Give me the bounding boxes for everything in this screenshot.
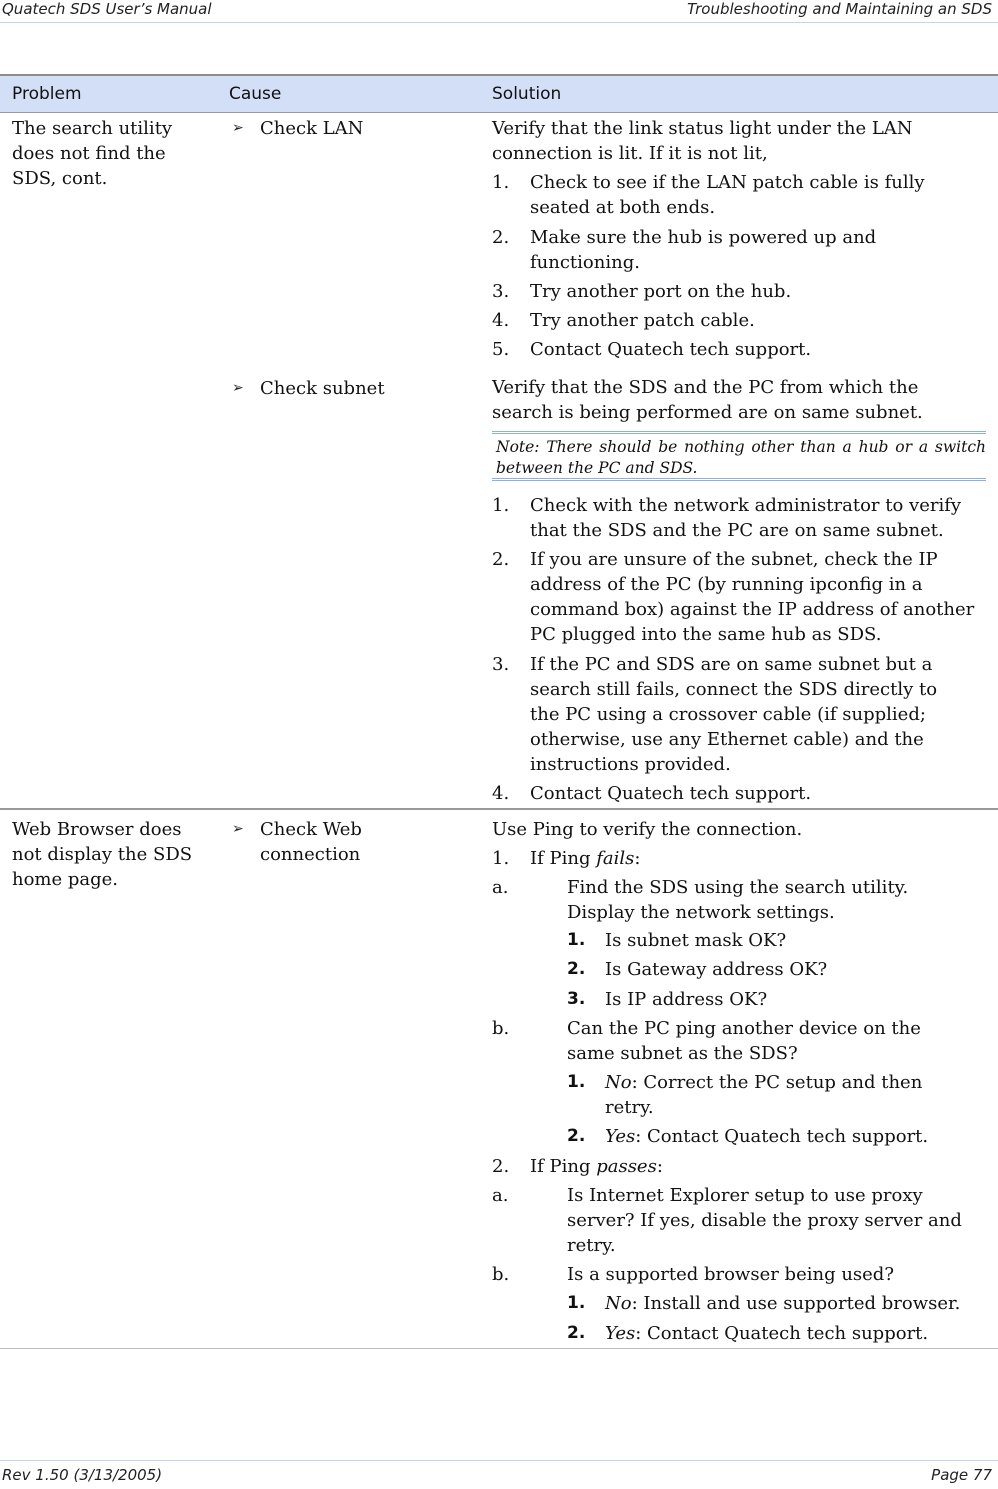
arrow-bullet-icon: ➢ (232, 821, 244, 837)
list-item: 2. Is Gateway address OK? (567, 959, 828, 980)
list-item: 4. Contact Quatech tech support. (492, 783, 812, 804)
footer-page-number: Page 77 (931, 1466, 992, 1484)
list-item: 4. Try another patch cable. (492, 310, 755, 331)
list-item: 1. Check to see if the LAN patch cable is fully seated at both ends. (492, 172, 925, 218)
header-manual-title: Quatech SDS User’s Manual (2, 0, 212, 18)
list-item: b. Can the PC ping another device on the same subnet as the SDS? (492, 1018, 921, 1064)
note-box: Note: There should be nothing other than a hub or a switch between the PC and SDS. (492, 431, 986, 481)
list-item: 2. Yes: Contact Quatech tech support. (567, 1323, 929, 1344)
arrow-bullet-icon: ➢ (232, 120, 244, 136)
table-bottom-border (0, 1348, 998, 1349)
list-item: 3. If the PC and SDS are on same subnet but a search still fails, connect the SDS directly to the PC using a crossover cable (if supplied; otherwise, use any Ethernet cable) and the instructions provided. (492, 654, 938, 775)
list-item: 1. If Ping fails: (492, 848, 641, 869)
list-item: 2. Make sure the hub is powered up and functioning. (492, 227, 877, 273)
list-item: 3. Try another port on the hub. (492, 281, 792, 302)
row-divider (0, 808, 998, 810)
problem-cell: The search utility does not find the SDS, cont. (12, 118, 173, 189)
problem-cell: Web Browser does not display the SDS home page. (12, 819, 193, 890)
column-header-cause: Cause (229, 84, 282, 104)
column-header-problem: Problem (12, 84, 82, 104)
cause-cell: Check Web connection (260, 819, 362, 865)
list-item: a. Is Internet Explorer setup to use proxy server? If yes, disable the proxy server and retry. (492, 1185, 962, 1256)
list-item: 2. If Ping passes: (492, 1156, 663, 1177)
solution-intro: Use Ping to verify the connection. (492, 819, 803, 840)
header-section-title: Troubleshooting and Maintaining an SDS (687, 0, 992, 18)
list-item: 2. If you are unsure of the subnet, check the IP address of the PC (by running ipconfig in a command box) against the IP address of another PC plugged into the same hub as SDS. (492, 549, 975, 645)
solution-intro: Verify that the SDS and the PC from which the search is being performed are on same subnet. (492, 377, 923, 423)
page-footer (0, 1460, 998, 1489)
footer-revision: Rev 1.50 (3/13/2005) (2, 1466, 163, 1484)
list-item: b. Is a supported browser being used? (492, 1264, 894, 1285)
list-item: a. Find the SDS using the search utility. Display the network settings. (492, 877, 909, 923)
cause-cell: Check subnet (260, 378, 385, 399)
list-item: 1. Is subnet mask OK? (567, 930, 787, 951)
list-item: 1. Check with the network administrator to verify that the SDS and the PC are on same subnet. (492, 495, 962, 541)
arrow-bullet-icon: ➢ (232, 380, 244, 396)
list-item: 2. Yes: Contact Quatech tech support. (567, 1126, 929, 1147)
column-header-solution: Solution (492, 84, 562, 104)
cause-cell: Check LAN (260, 118, 364, 139)
list-item: 1. No: Correct the PC setup and then retry. (567, 1072, 923, 1118)
list-item: 3. Is IP address OK? (567, 989, 768, 1010)
list-item: 1. No: Install and use supported browser. (567, 1293, 961, 1314)
page-header (0, 0, 998, 23)
table-header (0, 74, 998, 113)
solution-intro: Verify that the link status light under the LAN connection is lit. If it is not lit, (492, 118, 913, 164)
list-item: 5. Contact Quatech tech support. (492, 339, 812, 360)
